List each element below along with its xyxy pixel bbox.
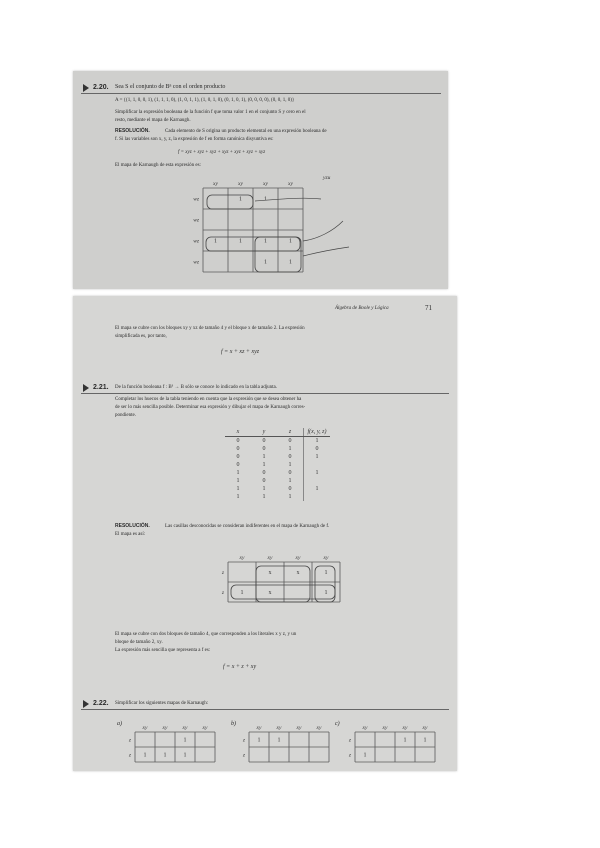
ex220-res1: Cada elemento de S origina un producto elemental en una expresión booleana de xyxy=(165,129,327,134)
ex221-after2: bloque de tamaño 2, xy. xyxy=(115,640,163,645)
kmap-col-header: xy xyxy=(238,181,243,187)
table-cell: 1 xyxy=(262,454,266,460)
kmap-row-header: z xyxy=(221,590,224,596)
ex220-line2: A = {(1, 1, 0, 0, 1), (1, 1, 1, 0), (1, 0, 1, 1), (1, 0, 1, 0), (0, 1, 0, 1), (0, 0, 0, 0), (0, 0, 1, 0)} xyxy=(115,98,295,103)
table-cell: 0 xyxy=(277,437,304,446)
subexercise-label: a) xyxy=(117,721,122,727)
kmap-col-header: xy xyxy=(402,725,408,731)
ex221-res2: El mapa es así: xyxy=(115,532,146,537)
table-cell: 0 xyxy=(277,453,304,461)
continuation-line2: simplificada es, por tanto, xyxy=(115,334,167,339)
exercise-number: 2.22. xyxy=(93,700,109,707)
kmap-ex222a-grid xyxy=(128,725,215,762)
kmap-cell-value: 1 xyxy=(264,238,267,245)
kmap-cell-value: 1 xyxy=(289,259,292,266)
kmap-ex222c-grid xyxy=(348,725,435,762)
table-header: x xyxy=(225,428,251,437)
karnaugh-map-top xyxy=(73,71,448,289)
kmap-cell-value: 1 xyxy=(264,196,267,203)
table-cell: 1 xyxy=(236,486,240,492)
kmap-row-header: z xyxy=(242,752,245,759)
table-cell: 1 xyxy=(277,445,304,453)
table-cell: 0 xyxy=(236,454,240,460)
kmap-col-header: xy xyxy=(382,725,388,731)
kmap-col-header: xy xyxy=(263,181,268,187)
ex221-final-formula: f = x + z + xy xyxy=(223,664,257,670)
kmap-ex222b-grid xyxy=(242,725,329,762)
karnaugh-maps-bottom xyxy=(73,296,457,771)
ex220-res2: f. Si las variables son x, y, z, la expresión de f en forma canónica disyuntiva es: xyxy=(115,137,274,142)
kmap-cell-value: 1 xyxy=(324,570,328,576)
kmap-row-header: z xyxy=(221,570,224,576)
kmap-col-header: xy xyxy=(422,725,428,731)
table-cell: 0 xyxy=(262,438,266,444)
ex220-line1: Sea S el conjunto de Bⁿ con el orden producto xyxy=(115,84,226,90)
table-cell: 1 xyxy=(277,477,304,485)
kmap-col-header: xy xyxy=(296,725,302,731)
annotation-arrow xyxy=(303,221,343,241)
ex221-line3: de ser lo más sencilla posible. Determinar esa expresión y dibujar el mapa de Karnaugh corres- xyxy=(115,405,306,410)
table-cell: 1 xyxy=(315,454,319,460)
kmap-annotation: yzu xyxy=(323,175,331,181)
table-header: y xyxy=(251,428,277,437)
kmap-col-header: xy xyxy=(162,725,168,731)
kmap-cell-value: 1 xyxy=(363,752,367,759)
kmap-cell-value: 1 xyxy=(289,238,292,245)
resolution-label: RESOLUCIÓN. xyxy=(115,128,150,134)
table-cell: 1 xyxy=(315,470,319,476)
kmap-cell-value: 1 xyxy=(143,752,147,759)
kmap-col-header: xy xyxy=(288,181,293,187)
running-head: Álgebra de Boole y Lógica xyxy=(335,306,389,311)
table-cell: 0 xyxy=(277,485,304,493)
continuation-formula: f = x + xz + xyz xyxy=(221,349,260,355)
table-cell: 0 xyxy=(262,478,266,484)
kmap-col-header: xy xyxy=(256,725,262,731)
table-header: f(x, y, z) xyxy=(304,428,331,437)
kmap-col-header: xy xyxy=(202,725,208,731)
ex220-line4: resto, mediante el mapa de Karnaugh. xyxy=(115,118,191,123)
kmap-cell-value: 1 xyxy=(403,737,407,744)
table-cell: 0 xyxy=(262,446,266,452)
kmap-col-header: xy xyxy=(267,555,273,561)
kmap-row-header: z xyxy=(128,752,131,759)
table-cell: 1 xyxy=(236,470,240,476)
kmap-cell-value: x xyxy=(268,570,272,576)
kmap-cell-value: 1 xyxy=(183,752,187,759)
kmap-cell-value: 1 xyxy=(277,737,281,744)
kmap-col-header: xy xyxy=(213,181,218,187)
subexercise-label: b) xyxy=(231,721,236,727)
kmap-cell-value: x xyxy=(296,570,300,576)
table-cell: 1 xyxy=(262,486,266,492)
kmap-col-header: xy xyxy=(295,555,301,561)
kmap-col-header: xy xyxy=(182,725,188,731)
ex221-after1: El mapa se cubre con dos bloques de tamaño 4, que corresponden a los literales x y z, y un xyxy=(115,632,297,637)
kmap-cell-value: 1 xyxy=(257,737,261,744)
table-cell: 1 xyxy=(236,494,240,500)
kmap-cell-value: 1 xyxy=(264,259,267,266)
kmap-col-header: xy xyxy=(362,725,368,731)
kmap-col-header: xy xyxy=(323,555,329,561)
kmap-row-header: z xyxy=(242,737,245,744)
kmap-col-header: xy xyxy=(239,555,245,561)
ex221-line1: De la función booleana f : B³ → B sólo se conoce lo indicado en la tabla adjunta. xyxy=(115,385,278,390)
ex220-line3: Simplificar la expresión booleana de la función f que toma valor 1 en el conjunto S y cero en el xyxy=(115,110,306,115)
kmap-row-header: z xyxy=(348,752,351,759)
table-cell: 0 xyxy=(236,438,240,444)
kmap-cell-value: 1 xyxy=(240,590,244,596)
kmap-row-header: wz xyxy=(193,238,199,245)
ex221-line4: pondiente. xyxy=(115,413,136,418)
kmap-row-header: z xyxy=(348,737,351,744)
kmap-col-header: xy xyxy=(276,725,282,731)
continuation-line1: El mapa se cubre con los bloques xy y xz de tamaño 4 y el bloque x de tamaño 2. La expresión xyxy=(115,326,305,331)
table-cell: 0 xyxy=(315,446,319,452)
kmap-row-header: wz xyxy=(193,196,199,203)
kmap-cell-value: 1 xyxy=(183,737,187,744)
ex221-after3: La expresión más sencilla que representa a f es: xyxy=(115,648,211,653)
exercise-number: 2.20. xyxy=(93,84,109,91)
table-cell: 1 xyxy=(315,438,319,444)
kmap-group-loop xyxy=(256,566,310,602)
kmap-cell-value: 1 xyxy=(214,238,217,245)
kmap-ex221-grid xyxy=(221,555,340,602)
kmap-cell-value: x xyxy=(268,590,272,596)
kmap-cell-value: 1 xyxy=(239,196,242,203)
ex221-res1: Las casillas desconocidas se consideran indiferentes en el mapa de Karnaugh de f. xyxy=(165,524,330,529)
kmap-cell-value: 1 xyxy=(163,752,167,759)
ex220-formula: f = xyz + xyz + xyz + xyz + xyz + xyz + xyz xyxy=(178,150,266,155)
resolution-label: RESOLUCIÓN. xyxy=(115,523,150,529)
kmap-caption: El mapa de Karnaugh de esta expresión es: xyxy=(115,163,201,168)
subexercise-label: c) xyxy=(335,721,340,727)
kmap-cell-value: 1 xyxy=(423,737,427,744)
kmap-row-header: z xyxy=(128,737,131,744)
kmap-row-header: wz xyxy=(193,217,199,224)
kmap-top-grid xyxy=(193,175,349,272)
kmap-group-loop xyxy=(207,195,253,209)
table-cell: 1 xyxy=(262,462,266,468)
page-number: 71 xyxy=(425,304,432,312)
table-cell: 0 xyxy=(236,446,240,452)
kmap-row-header: wz xyxy=(193,259,199,266)
kmap-cell-value: 1 xyxy=(239,238,242,245)
ex221-line2: Completar los huecos de la tabla teniendo en cuenta que la expresión que se desea obtener ha xyxy=(115,397,302,402)
table-cell: 0 xyxy=(262,470,266,476)
ex222-line1: Simplificar los siguientes mapas de Karnaugh: xyxy=(115,701,209,706)
table-cell: 0 xyxy=(236,462,240,468)
kmap-group-loop xyxy=(231,585,335,599)
table-cell: 1 xyxy=(262,494,266,500)
annotation-arrow xyxy=(303,247,349,256)
bottom-page-photo xyxy=(73,296,457,771)
kmap-col-header: xy xyxy=(316,725,322,731)
table-cell: 0 xyxy=(277,469,304,477)
kmap-col-header: xy xyxy=(142,725,148,731)
top-page-photo xyxy=(73,71,448,289)
table-cell: 1 xyxy=(277,461,304,469)
kmap-cell-value: 1 xyxy=(324,590,328,596)
table-header: z xyxy=(277,428,304,437)
exercise-number: 2.21. xyxy=(93,384,109,391)
table-cell: 1 xyxy=(277,493,304,501)
table-cell: 1 xyxy=(315,486,319,492)
table-cell: 1 xyxy=(236,478,240,484)
